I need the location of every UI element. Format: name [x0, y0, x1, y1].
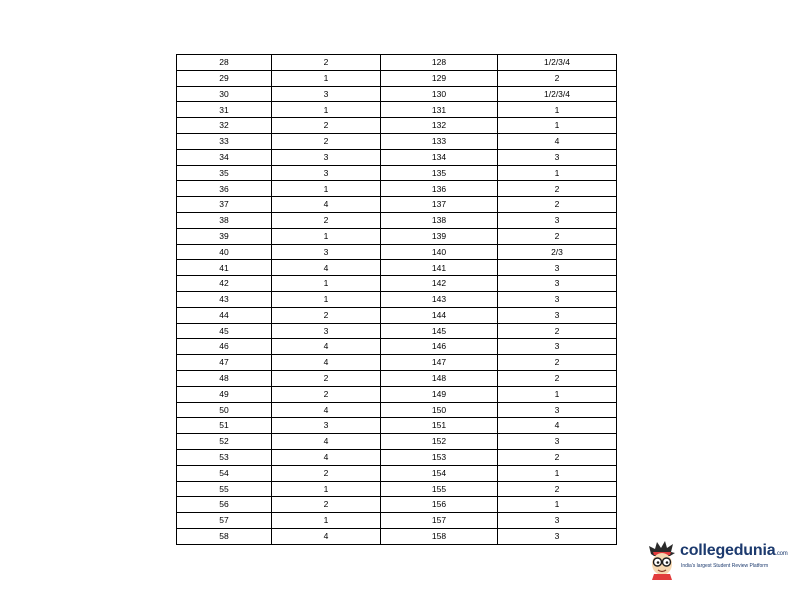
table-cell: 3	[498, 402, 617, 418]
table-cell: 40	[177, 244, 272, 260]
collegedunia-logo	[646, 540, 786, 580]
table-cell: 147	[381, 355, 498, 371]
table-cell: 4	[272, 402, 381, 418]
table-cell: 1/2/3/4	[498, 86, 617, 102]
table-cell: 55	[177, 481, 272, 497]
table-cell: 45	[177, 323, 272, 339]
brand-tagline: India's largest Student Review Platform	[681, 563, 769, 569]
table-cell: 41	[177, 260, 272, 276]
table-cell: 56	[177, 497, 272, 513]
table-cell: 3	[498, 212, 617, 228]
table-row	[177, 149, 617, 165]
table-row	[177, 418, 617, 434]
table-cell: 145	[381, 323, 498, 339]
table-cell: 39	[177, 228, 272, 244]
table-row	[177, 133, 617, 149]
table-cell: 47	[177, 355, 272, 371]
answer-key-table-body	[177, 55, 617, 545]
table-cell: 37	[177, 197, 272, 213]
table-row	[177, 339, 617, 355]
table-cell: 151	[381, 418, 498, 434]
table-cell: 2	[272, 212, 381, 228]
table-row	[177, 465, 617, 481]
table-cell: 2	[272, 118, 381, 134]
table-cell: 3	[498, 291, 617, 307]
table-cell: 4	[272, 197, 381, 213]
table-row	[177, 307, 617, 323]
table-row	[177, 355, 617, 371]
table-row	[177, 181, 617, 197]
brand-name: collegedunia.com	[680, 542, 788, 559]
table-cell: 1	[272, 291, 381, 307]
table-cell: 4	[498, 133, 617, 149]
table-cell: 146	[381, 339, 498, 355]
table-cell: 3	[272, 418, 381, 434]
table-cell: 143	[381, 291, 498, 307]
table-cell: 2/3	[498, 244, 617, 260]
table-cell: 139	[381, 228, 498, 244]
table-cell: 132	[381, 118, 498, 134]
table-cell: 2	[498, 323, 617, 339]
table-cell: 2	[272, 133, 381, 149]
brand-tld: .com	[775, 551, 788, 557]
table-row	[177, 260, 617, 276]
table-cell: 50	[177, 402, 272, 418]
table-row	[177, 165, 617, 181]
table-row	[177, 323, 617, 339]
table-cell: 4	[272, 434, 381, 450]
table-cell: 1	[272, 70, 381, 86]
table-cell: 3	[498, 260, 617, 276]
table-cell: 129	[381, 70, 498, 86]
table-cell: 1	[272, 276, 381, 292]
table-cell: 2	[498, 197, 617, 213]
table-cell: 58	[177, 528, 272, 544]
table-row	[177, 244, 617, 260]
table-cell: 148	[381, 370, 498, 386]
table-cell: 33	[177, 133, 272, 149]
table-row	[177, 449, 617, 465]
table-row	[177, 55, 617, 71]
table-cell: 140	[381, 244, 498, 260]
table-cell: 49	[177, 386, 272, 402]
table-cell: 3	[272, 149, 381, 165]
table-cell: 53	[177, 449, 272, 465]
table-cell: 1	[498, 497, 617, 513]
table-cell: 144	[381, 307, 498, 323]
table-cell: 153	[381, 449, 498, 465]
table-cell: 2	[498, 228, 617, 244]
table-cell: 48	[177, 370, 272, 386]
table-cell: 1	[498, 465, 617, 481]
table-cell: 44	[177, 307, 272, 323]
table-cell: 1	[498, 102, 617, 118]
table-cell: 155	[381, 481, 498, 497]
table-cell: 3	[498, 276, 617, 292]
table-row	[177, 86, 617, 102]
table-cell: 1	[272, 102, 381, 118]
table-cell: 4	[498, 418, 617, 434]
table-cell: 3	[272, 86, 381, 102]
table-cell: 31	[177, 102, 272, 118]
table-row	[177, 291, 617, 307]
table-cell: 29	[177, 70, 272, 86]
table-row	[177, 434, 617, 450]
table-cell: 54	[177, 465, 272, 481]
table-cell: 1	[498, 386, 617, 402]
table-cell: 2	[272, 370, 381, 386]
table-cell: 4	[272, 260, 381, 276]
table-row	[177, 513, 617, 529]
table-cell: 1	[498, 165, 617, 181]
table-cell: 133	[381, 133, 498, 149]
table-row	[177, 102, 617, 118]
table-cell: 149	[381, 386, 498, 402]
table-cell: 2	[272, 497, 381, 513]
table-cell: 131	[381, 102, 498, 118]
student-mascot-icon	[646, 540, 678, 580]
table-cell: 2	[272, 307, 381, 323]
table-cell: 2	[498, 449, 617, 465]
table-cell: 3	[498, 149, 617, 165]
table-cell: 136	[381, 181, 498, 197]
table-cell: 4	[272, 449, 381, 465]
table-row	[177, 276, 617, 292]
table-row	[177, 528, 617, 544]
table-cell: 1	[498, 118, 617, 134]
table-cell: 2	[498, 370, 617, 386]
table-cell: 3	[498, 307, 617, 323]
table-cell: 156	[381, 497, 498, 513]
table-row	[177, 481, 617, 497]
table-cell: 1	[272, 181, 381, 197]
table-cell: 3	[498, 434, 617, 450]
table-cell: 43	[177, 291, 272, 307]
table-cell: 3	[272, 165, 381, 181]
table-cell: 1	[272, 513, 381, 529]
table-cell: 3	[272, 244, 381, 260]
table-cell: 2	[498, 181, 617, 197]
table-cell: 138	[381, 212, 498, 228]
table-cell: 142	[381, 276, 498, 292]
table-cell: 1/2/3/4	[498, 55, 617, 71]
table-cell: 4	[272, 355, 381, 371]
table-cell: 28	[177, 55, 272, 71]
table-cell: 152	[381, 434, 498, 450]
table-cell: 46	[177, 339, 272, 355]
table-cell: 57	[177, 513, 272, 529]
table-cell: 32	[177, 118, 272, 134]
table-cell: 30	[177, 86, 272, 102]
table-cell: 158	[381, 528, 498, 544]
table-cell: 2	[498, 70, 617, 86]
table-cell: 3	[272, 323, 381, 339]
table-row	[177, 228, 617, 244]
table-cell: 4	[272, 339, 381, 355]
table-row	[177, 70, 617, 86]
table-cell: 34	[177, 149, 272, 165]
table-cell: 35	[177, 165, 272, 181]
table-cell: 2	[272, 55, 381, 71]
table-cell: 2	[498, 355, 617, 371]
answer-key-table	[176, 54, 617, 545]
table-cell: 134	[381, 149, 498, 165]
table-cell: 3	[498, 528, 617, 544]
table-row	[177, 402, 617, 418]
table-cell: 1	[272, 228, 381, 244]
table-cell: 3	[498, 339, 617, 355]
table-cell: 128	[381, 55, 498, 71]
table-cell: 51	[177, 418, 272, 434]
table-cell: 130	[381, 86, 498, 102]
table-cell: 135	[381, 165, 498, 181]
table-cell: 157	[381, 513, 498, 529]
table-cell: 137	[381, 197, 498, 213]
table-cell: 52	[177, 434, 272, 450]
table-row	[177, 370, 617, 386]
table-row	[177, 386, 617, 402]
table-row	[177, 212, 617, 228]
table-cell: 141	[381, 260, 498, 276]
table-cell: 2	[272, 465, 381, 481]
table-row	[177, 497, 617, 513]
table-cell: 2	[498, 481, 617, 497]
table-cell: 1	[272, 481, 381, 497]
table-cell: 38	[177, 212, 272, 228]
table-cell: 4	[272, 528, 381, 544]
table-cell: 154	[381, 465, 498, 481]
table-cell: 42	[177, 276, 272, 292]
table-row	[177, 118, 617, 134]
table-cell: 2	[272, 386, 381, 402]
table-cell: 150	[381, 402, 498, 418]
table-cell: 3	[498, 513, 617, 529]
table-cell: 36	[177, 181, 272, 197]
table-row	[177, 197, 617, 213]
